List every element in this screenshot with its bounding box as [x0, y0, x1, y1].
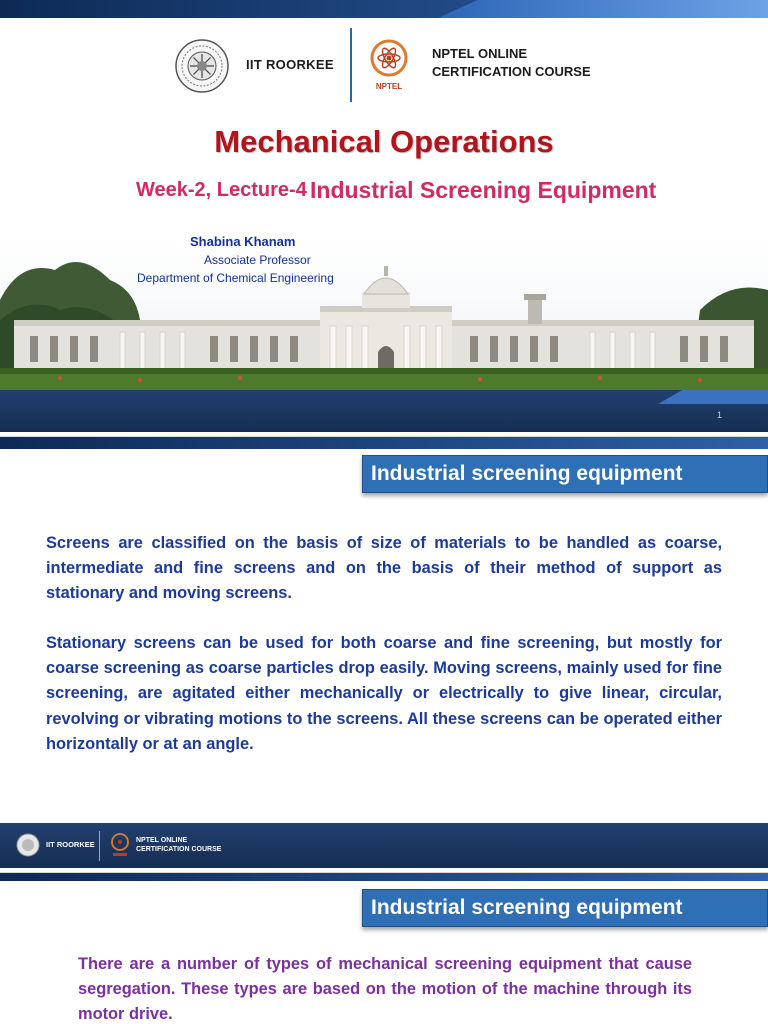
nptel-title-line2: CERTIFICATION COURSE	[432, 64, 591, 79]
footer-institute: IIT ROORKEE	[46, 840, 95, 849]
nptel-badge-text: NPTEL	[375, 82, 403, 91]
paragraph-mechanical-types: There are a number of types of mechanical screening equipment that cause segregation. These types are based on the motion of the machine through its motor drive.	[78, 955, 692, 1024]
paragraph-classification: Screens are classified on the basis of size of materials to be handled as coarse, intermediate and fine screens and on the basis of their method of support as stationary and moving screens.	[46, 534, 722, 603]
author-role: Associate Professor	[204, 253, 311, 267]
lecture-topic: Industrial Screening Equipment	[310, 177, 657, 203]
author-department: Department of Chemical Engineering	[137, 271, 334, 285]
footer-nptel-line1: NPTEL ONLINE	[136, 837, 188, 844]
slide-top-bar	[0, 873, 768, 881]
nptel-logo-icon	[368, 36, 410, 94]
top-decorative-bar	[0, 0, 768, 18]
title-slide	[0, 0, 768, 432]
institute-name: IIT ROORKEE	[246, 57, 334, 72]
section-heading-text: Industrial screening equipment	[371, 896, 683, 919]
logo-header	[0, 24, 768, 108]
section-heading-text: Industrial screening equipment	[371, 462, 683, 485]
slide-top-bar	[0, 437, 768, 449]
section-heading	[362, 889, 768, 927]
week-lecture-label: Week-2, Lecture-4	[136, 179, 307, 201]
footer-seal-icon	[16, 833, 40, 857]
section-heading	[362, 455, 768, 493]
footer-nptel-line2: CERTIFICATION COURSE	[136, 846, 222, 853]
nptel-title-line1: NPTEL ONLINE	[432, 46, 528, 61]
course-title: Mechanical Operations	[214, 124, 554, 159]
content-slide-2	[0, 872, 768, 1024]
iit-roorkee-seal-icon	[174, 38, 230, 94]
logo-divider	[350, 28, 352, 102]
page-number: 1	[716, 410, 722, 420]
slide-footer	[0, 823, 768, 868]
footer-nptel-icon	[110, 831, 130, 859]
footer-divider	[99, 831, 100, 861]
campus-building-image	[0, 240, 768, 390]
content-slide-1	[0, 436, 768, 868]
author-name: Shabina Khanam	[190, 234, 296, 249]
bottom-decorative-band	[0, 390, 768, 432]
paragraph-stationary-moving: Stationary screens can be used for both coarse and fine screening, but mostly for coarse screening as coarse particles drop easily. Moving screens, mainly used for fine screening, are agitated either mechanically or electrically to give linear, circular, revolving or vibrating motions to the screens. All these screens can be operated either horizontally or at an angle.	[46, 634, 722, 753]
